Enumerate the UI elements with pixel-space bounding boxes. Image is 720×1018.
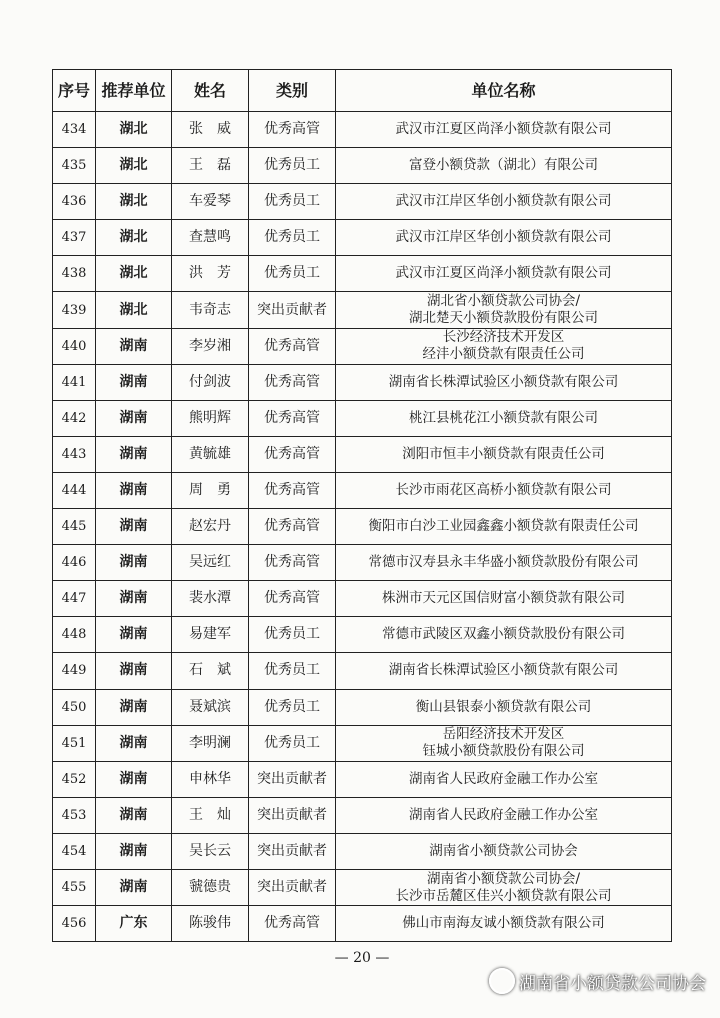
cell-org [336, 545, 672, 581]
cell-category: 突出贡献者 [249, 292, 336, 328]
table-row [53, 906, 672, 942]
cell-org [336, 581, 672, 617]
org-line: 武汉市江夏区尚泽小额贷款有限公司 [395, 265, 612, 282]
cell-category: 突出贡献者 [249, 869, 336, 905]
cell-org [336, 761, 672, 797]
cell-province: 湖南 [96, 436, 172, 472]
org-line: 长沙市岳麓区佳兴小额贷款有限公司 [395, 887, 612, 904]
cell-org [336, 220, 672, 256]
table-row [53, 509, 672, 545]
cell-name: 陈骏伟 [172, 906, 249, 942]
header-no: 序号 [53, 70, 96, 112]
cell-no: 452 [53, 761, 96, 797]
cell-no: 438 [53, 256, 96, 292]
cell-org [336, 472, 672, 508]
cell-category: 优秀高管 [249, 400, 336, 436]
cell-province: 湖北 [96, 184, 172, 220]
cell-no: 440 [53, 328, 96, 364]
cell-province: 湖南 [96, 581, 172, 617]
org-line: 武汉市江岸区华创小额贷款有限公司 [395, 193, 612, 210]
cell-category: 优秀员工 [249, 148, 336, 184]
cell-province: 湖北 [96, 148, 172, 184]
cell-org [336, 653, 672, 689]
org-line: 富登小额贷款（湖北）有限公司 [409, 157, 598, 174]
table-row [53, 725, 672, 761]
cell-province: 湖南 [96, 725, 172, 761]
org-line: 长沙经济技术开发区 [442, 329, 565, 346]
org-line: 湖南省人民政府金融工作办公室 [409, 806, 598, 823]
org-line: 常德市武陵区双鑫小额贷款股份有限公司 [382, 626, 625, 643]
cell-province: 湖南 [96, 364, 172, 400]
org-line: 浏阳市恒丰小额贷款有限责任公司 [402, 445, 605, 462]
cell-org [336, 869, 672, 905]
cell-name: 易建军 [172, 617, 249, 653]
table-row [53, 220, 672, 256]
cell-no: 456 [53, 906, 96, 942]
cell-no: 453 [53, 797, 96, 833]
cell-org [336, 725, 672, 761]
cell-org [336, 112, 672, 148]
cell-org [336, 148, 672, 184]
cell-name: 张 威 [172, 112, 249, 148]
cell-org [336, 328, 672, 364]
watermark [489, 968, 706, 994]
org-line: 武汉市江岸区华创小额贷款有限公司 [395, 229, 612, 246]
cell-category: 优秀高管 [249, 581, 336, 617]
org-line: 衡山县银泰小额贷款有限公司 [415, 698, 592, 715]
page-number: — 20 — [334, 950, 390, 966]
org-line: 钰城小额贷款股份有限公司 [422, 743, 585, 760]
cell-province: 湖北 [96, 220, 172, 256]
cell-province: 湖南 [96, 833, 172, 869]
org-line: 常德市汉寿县永丰华盛小额贷款股份有限公司 [368, 554, 639, 571]
cell-category: 突出贡献者 [249, 761, 336, 797]
cell-org [336, 436, 672, 472]
cell-category: 优秀员工 [249, 184, 336, 220]
org-line: 湖南省小额贷款公司协会/ [426, 870, 581, 887]
cell-org [336, 292, 672, 328]
cell-no: 439 [53, 292, 96, 328]
cell-name: 洪 芳 [172, 256, 249, 292]
cell-province: 湖南 [96, 509, 172, 545]
cell-province: 湖南 [96, 761, 172, 797]
cell-category: 突出贡献者 [249, 797, 336, 833]
org-line: 岳阳经济技术开发区 [442, 726, 565, 743]
cell-org [336, 364, 672, 400]
cell-name: 王 磊 [172, 148, 249, 184]
cell-no: 447 [53, 581, 96, 617]
cell-province: 湖南 [96, 797, 172, 833]
org-line: 桃江县桃花江小额贷款有限公司 [409, 409, 598, 426]
cell-name: 虢德贵 [172, 869, 249, 905]
cell-category: 优秀员工 [249, 220, 336, 256]
cell-no: 441 [53, 364, 96, 400]
cell-category: 优秀员工 [249, 256, 336, 292]
cell-category: 优秀高管 [249, 328, 336, 364]
cell-province: 湖南 [96, 617, 172, 653]
org-line: 湖南省小额贷款公司协会 [429, 842, 578, 859]
cell-name: 车爱琴 [172, 184, 249, 220]
cell-name: 赵宏丹 [172, 509, 249, 545]
cell-org [336, 906, 672, 942]
header-name: 姓名 [172, 70, 249, 112]
cell-province: 湖南 [96, 653, 172, 689]
cell-province: 湖南 [96, 689, 172, 725]
cell-province: 湖南 [96, 545, 172, 581]
cell-name: 付剑波 [172, 364, 249, 400]
cell-org [336, 689, 672, 725]
cell-province: 湖南 [96, 400, 172, 436]
cell-name: 聂斌滨 [172, 689, 249, 725]
cell-org [336, 509, 672, 545]
cell-province: 湖南 [96, 869, 172, 905]
cell-name: 李明澜 [172, 725, 249, 761]
org-line: 株洲市天元区国信财富小额贷款有限公司 [382, 590, 625, 607]
table-row [53, 689, 672, 725]
cell-name: 申林华 [172, 761, 249, 797]
cell-name: 黄毓雄 [172, 436, 249, 472]
cell-province: 湖南 [96, 472, 172, 508]
table-row [53, 400, 672, 436]
org-line: 湖南省人民政府金融工作办公室 [409, 770, 598, 787]
cell-name: 王 灿 [172, 797, 249, 833]
org-line: 湖北省小额贷款公司协会/ [426, 293, 581, 310]
cell-org [336, 797, 672, 833]
cell-category: 优秀员工 [249, 725, 336, 761]
table-row [53, 617, 672, 653]
cell-category: 优秀员工 [249, 617, 336, 653]
cell-name: 韦奇志 [172, 292, 249, 328]
cell-category: 优秀员工 [249, 689, 336, 725]
header-category: 类别 [249, 70, 336, 112]
table-row [53, 184, 672, 220]
table-row [53, 472, 672, 508]
cell-category: 突出贡献者 [249, 833, 336, 869]
table-header-row [53, 70, 672, 112]
cell-name: 查慧鸣 [172, 220, 249, 256]
watermark-text: 湖南省小额贷款公司协会 [519, 973, 706, 994]
cell-name: 熊明辉 [172, 400, 249, 436]
cell-category: 优秀高管 [249, 509, 336, 545]
table-row [53, 112, 672, 148]
org-line: 长沙市雨花区高桥小额贷款有限公司 [395, 481, 612, 498]
cell-province: 湖南 [96, 328, 172, 364]
table-row [53, 833, 672, 869]
awards-table [52, 69, 672, 942]
cell-province: 广东 [96, 906, 172, 942]
cell-category: 优秀高管 [249, 545, 336, 581]
org-line: 湖北楚天小额贷款股份有限公司 [409, 310, 598, 327]
cell-no: 446 [53, 545, 96, 581]
table-row [53, 148, 672, 184]
table-row [53, 328, 672, 364]
header-province: 推荐单位 [96, 70, 172, 112]
cell-no: 437 [53, 220, 96, 256]
header-org: 单位名称 [336, 70, 672, 112]
cell-category: 优秀高管 [249, 472, 336, 508]
table-row [53, 545, 672, 581]
org-line: 武汉市江夏区尚泽小额贷款有限公司 [395, 121, 612, 138]
table-row [53, 869, 672, 905]
cell-no: 436 [53, 184, 96, 220]
table-row [53, 581, 672, 617]
cell-no: 444 [53, 472, 96, 508]
cell-no: 450 [53, 689, 96, 725]
cell-org [336, 617, 672, 653]
cell-category: 优秀高管 [249, 436, 336, 472]
cell-province: 湖北 [96, 112, 172, 148]
table-row [53, 761, 672, 797]
cell-no: 455 [53, 869, 96, 905]
cell-name: 吴长云 [172, 833, 249, 869]
cell-no: 448 [53, 617, 96, 653]
cell-province: 湖北 [96, 292, 172, 328]
cell-org [336, 833, 672, 869]
cell-no: 434 [53, 112, 96, 148]
table-row [53, 436, 672, 472]
cell-no: 449 [53, 653, 96, 689]
cell-category: 优秀高管 [249, 112, 336, 148]
cell-category: 优秀高管 [249, 364, 336, 400]
table-row [53, 292, 672, 328]
cell-name: 吴远红 [172, 545, 249, 581]
cell-no: 454 [53, 833, 96, 869]
cell-name: 周 勇 [172, 472, 249, 508]
cell-category: 优秀高管 [249, 906, 336, 942]
org-line: 佛山市南海友诚小额贷款有限公司 [402, 915, 605, 932]
cell-no: 435 [53, 148, 96, 184]
org-line: 湖南省长株潭试验区小额贷款有限公司 [388, 662, 619, 679]
wechat-icon [489, 968, 515, 994]
cell-org [336, 184, 672, 220]
cell-name: 石 斌 [172, 653, 249, 689]
table-row [53, 256, 672, 292]
table-row [53, 797, 672, 833]
cell-no: 442 [53, 400, 96, 436]
org-line: 经沣小额贷款有限责任公司 [422, 346, 585, 363]
cell-no: 445 [53, 509, 96, 545]
table-row [53, 364, 672, 400]
cell-no: 443 [53, 436, 96, 472]
org-line: 湖南省长株潭试验区小额贷款有限公司 [388, 373, 619, 390]
cell-category: 优秀员工 [249, 653, 336, 689]
cell-province: 湖北 [96, 256, 172, 292]
cell-no: 451 [53, 725, 96, 761]
cell-name: 李岁湘 [172, 328, 249, 364]
cell-name: 裴水潭 [172, 581, 249, 617]
cell-org [336, 400, 672, 436]
cell-org [336, 256, 672, 292]
org-line: 衡阳市白沙工业园鑫鑫小额贷款有限责任公司 [368, 518, 639, 535]
table-row [53, 653, 672, 689]
